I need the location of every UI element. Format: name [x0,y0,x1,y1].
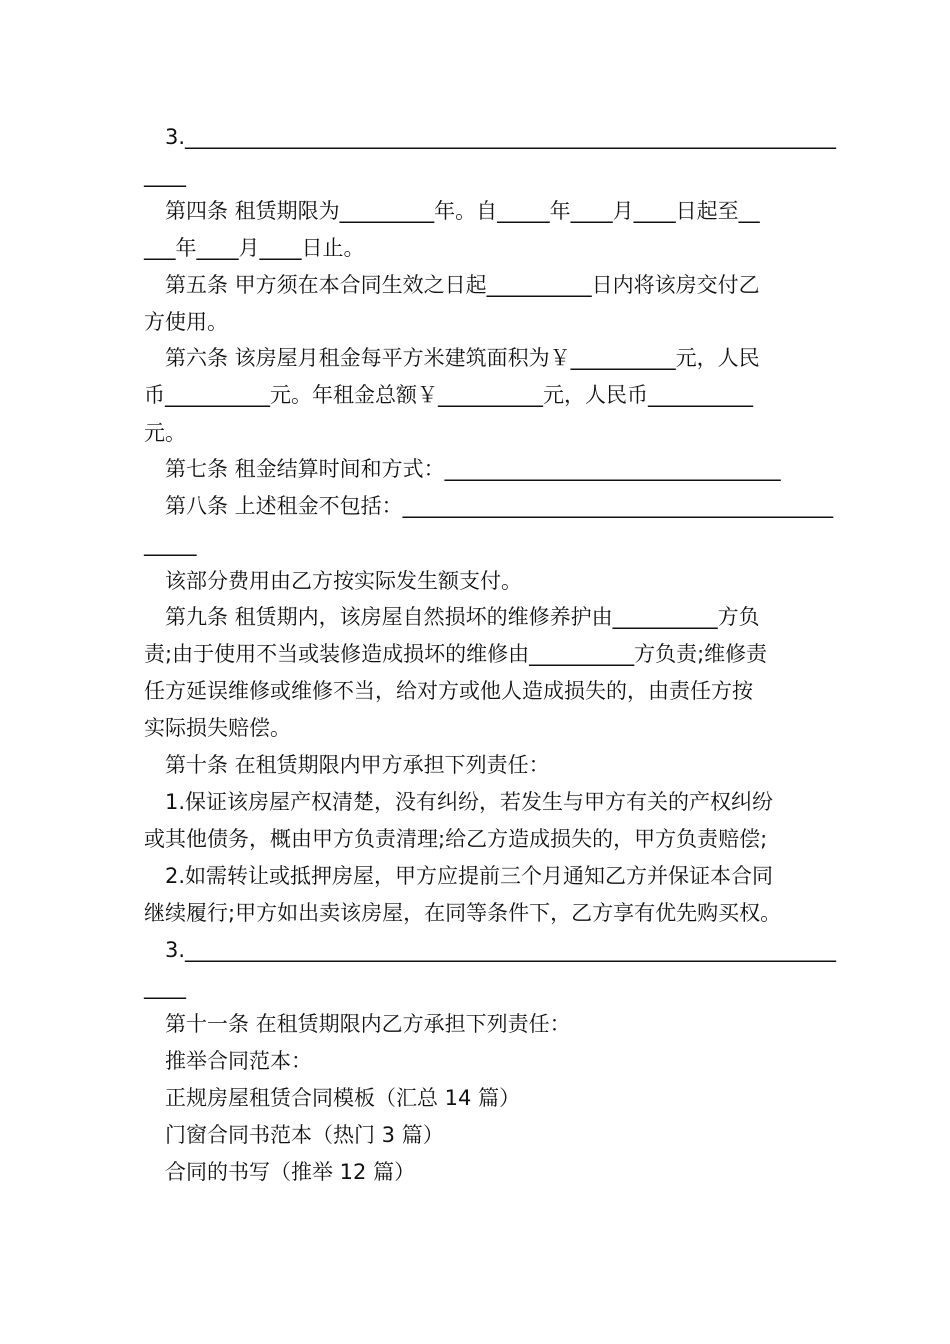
article-9-line-3: 任方延误维修或维修不当，给对方或他人造成损失的，由责任方按 [144,679,753,703]
article-6-line-3: 元。 [144,421,186,445]
article-10-item-3-blank-line: 3.______________________________________________________________ [165,938,837,962]
recommended-template-link-2[interactable]: 门窗合同书范本（热门 3 篇） [165,1123,444,1147]
article-9-line-4: 实际损失赔偿。 [144,716,291,740]
article-10-item-2-line-1: 2.如需转让或抵押房屋，甲方应提前三个月通知乙方并保证本合同 [165,864,774,888]
recommended-template-link-3[interactable]: 合同的书写（推举 12 篇） [165,1160,416,1184]
article-4-line-2: ___年____月____日止。 [144,236,365,260]
article-4-line-1: 第四条 租赁期限为_________年。自_____年____月____日起至__ [165,199,760,223]
article-5-line-2: 方使用。 [144,310,228,334]
article-11-heading: 第十一条 在租赁期限内乙方承担下列责任： [165,1012,571,1036]
article-5-line-1: 第五条 甲方须在本合同生效之日起__________日内将该房交付乙 [165,273,760,297]
article-6-line-2: 币__________元。年租金总额￥__________元，人民币__________ [144,383,753,407]
article-9-line-1: 第九条 租赁期内，该房屋自然损坏的维修养护由__________方负 [165,605,760,629]
recommended-template-link-1[interactable]: 正规房屋租赁合同模板（汇总 14 篇） [165,1086,521,1110]
article-8-line-1: 第八条 上述租金不包括：_________________________________________ [165,494,834,518]
article-8-line-2: _____ [144,532,197,556]
clause-3-blank-continuation: ____ [144,163,186,187]
article-9-line-2: 责;由于使用不当或装修造成损坏的维修由__________方负责;维修责 [144,642,768,666]
article-8-note: 该部分费用由乙方按实际发生额支付。 [165,569,522,593]
clause-3-blank-line: 3.______________________________________________________________ [165,125,837,149]
recommended-templates-heading: 推举合同范本： [165,1049,312,1073]
article-7-line-1: 第七条 租金结算时间和方式：________________________________ [165,457,781,481]
article-10-heading: 第十条 在租赁期限内甲方承担下列责任： [165,753,550,777]
article-10-item-2-line-2: 继续履行;甲方如出卖该房屋，在同等条件下，乙方享有优先购买权。 [144,901,782,925]
article-10-item-1-line-2: 或其他债务，概由甲方负责清理;给乙方造成损失的，甲方负责赔偿; [144,827,768,851]
article-6-line-1: 第六条 该房屋月租金每平方米建筑面积为￥__________元，人民 [165,346,760,370]
article-10-item-3-continuation: ____ [144,975,186,999]
article-10-item-1-line-1: 1.保证该房屋产权清楚，没有纠纷，若发生与甲方有关的产权纠纷 [165,790,774,814]
